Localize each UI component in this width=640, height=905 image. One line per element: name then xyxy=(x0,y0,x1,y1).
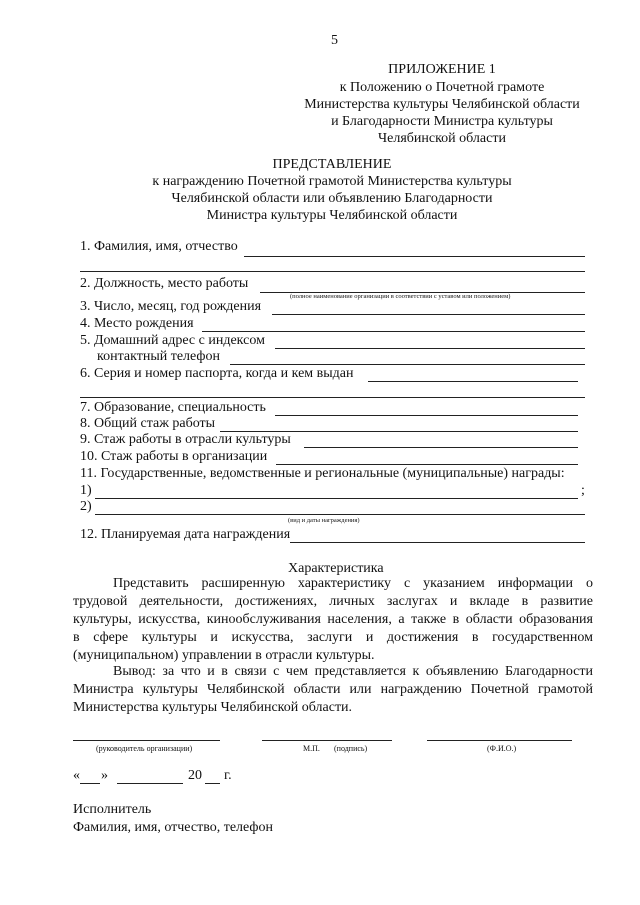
field-hint-awards: (вид и даты награждения) xyxy=(288,517,360,524)
field-line-birthdate[interactable] xyxy=(272,314,585,315)
field-line-culture-experience[interactable] xyxy=(304,447,578,448)
field-label-culture-experience: 9. Стаж работы в отрасли культуры xyxy=(80,432,291,447)
date-open-quote: « xyxy=(73,768,80,783)
stamp-caption: М.П. xyxy=(303,744,320,753)
executor-details: Фамилия, имя, отчество, телефон xyxy=(73,820,273,835)
text-line: в сфере культуры и искусства, заслуги и достижения в государственном xyxy=(73,630,593,645)
field-line-passport-continued[interactable] xyxy=(80,397,585,398)
conclusion-paragraph xyxy=(73,663,593,717)
field-line-phone[interactable] xyxy=(230,364,585,365)
field-label-phone: контактный телефон xyxy=(97,349,220,364)
field-award-1-end: ; xyxy=(581,483,585,498)
field-label-education: 7. Образование, специальность xyxy=(80,400,266,415)
field-label-award-2: 2) xyxy=(80,499,92,514)
appendix-line: к Положению о Почетной грамоте xyxy=(339,80,545,95)
document-subtitle-line: к награждению Почетной грамотой Министерства культуры xyxy=(152,174,512,189)
field-line-fio-continued[interactable] xyxy=(80,271,585,272)
date-year-suffix: г. xyxy=(224,768,232,783)
field-line-education[interactable] xyxy=(275,415,578,416)
field-line-award-2[interactable] xyxy=(95,514,585,515)
text-line: культуры, искусства, кинообслуживания населения, а также в области образования xyxy=(73,612,593,627)
date-close-quote: » xyxy=(101,768,108,783)
field-label-total-experience: 8. Общий стаж работы xyxy=(80,416,216,431)
page-number: 5 xyxy=(331,33,338,48)
characteristic-title: Характеристика xyxy=(288,561,384,576)
field-line-award-date[interactable] xyxy=(290,542,585,543)
field-label-position: 2. Должность, место работы xyxy=(80,276,249,291)
signature-line-sign[interactable] xyxy=(262,740,392,741)
field-line-fio[interactable] xyxy=(244,256,585,257)
field-line-address[interactable] xyxy=(275,348,585,349)
appendix-line: и Благодарности Министра культуры xyxy=(331,114,553,129)
text-line: Вывод: за что и в связи с чем представляется к объявлению Благодарности xyxy=(113,664,593,679)
date-month-line[interactable] xyxy=(117,783,183,784)
text-line: Представить расширенную характеристику с указанием информации о xyxy=(113,576,593,591)
text-line: трудовой деятельности, достижениях, личных заслугах и вкладе в развитие xyxy=(73,594,593,609)
document-title: ПРЕДСТАВЛЕНИЕ xyxy=(272,157,392,172)
field-label-birthplace: 4. Место рождения xyxy=(80,316,194,331)
field-line-award-1[interactable] xyxy=(95,498,578,499)
field-line-org-experience[interactable] xyxy=(276,464,578,465)
field-label-fio: 1. Фамилия, имя, отчество xyxy=(80,239,238,254)
text-line: Министерства культуры Челябинской области. xyxy=(73,700,353,715)
signature-line-fio[interactable] xyxy=(427,740,572,741)
signature-caption-head: (руководитель организации) xyxy=(96,744,193,753)
field-line-birthplace[interactable] xyxy=(202,331,585,332)
field-line-passport[interactable] xyxy=(368,381,578,382)
field-label-address: 5. Домашний адрес с индексом xyxy=(80,333,265,348)
characteristic-paragraph xyxy=(73,575,593,665)
field-label-org-experience: 10. Стаж работы в организации xyxy=(80,449,268,464)
text-line: Министра культуры Челябинской области или награждению Почетной грамотой xyxy=(73,682,593,697)
appendix-line: Министерства культуры Челябинской области xyxy=(304,97,580,112)
signature-caption-fio: (Ф.И.О.) xyxy=(487,744,517,753)
signature-line-head[interactable] xyxy=(73,740,220,741)
executor-label: Исполнитель xyxy=(73,802,152,817)
field-label-passport: 6. Серия и номер паспорта, когда и кем выдан xyxy=(80,366,354,381)
field-label-award-date: 12. Планируемая дата награждения xyxy=(80,527,291,542)
appendix-title: ПРИЛОЖЕНИЕ 1 xyxy=(388,62,496,77)
date-day-line[interactable] xyxy=(80,783,100,784)
field-label-award-1: 1) xyxy=(80,483,92,498)
appendix-line: Челябинской области xyxy=(378,131,506,146)
date-year-prefix: 20 xyxy=(188,768,202,783)
text-line: (муниципальном) управлении в отрасли культуры. xyxy=(73,648,375,663)
document-subtitle-line: Челябинской области или объявлению Благодарности xyxy=(171,191,493,206)
date-year-line[interactable] xyxy=(205,783,220,784)
field-label-awards: 11. Государственные, ведомственные и региональные (муниципальные) награды: xyxy=(80,466,565,481)
field-label-birthdate: 3. Число, месяц, год рождения xyxy=(80,299,262,314)
field-hint-organization: (полное наименование организации в соответствии с уставом или положением) xyxy=(290,293,511,300)
signature-caption-sign: (подпись) xyxy=(334,744,368,753)
document-subtitle-line: Министра культуры Челябинской области xyxy=(206,208,458,223)
